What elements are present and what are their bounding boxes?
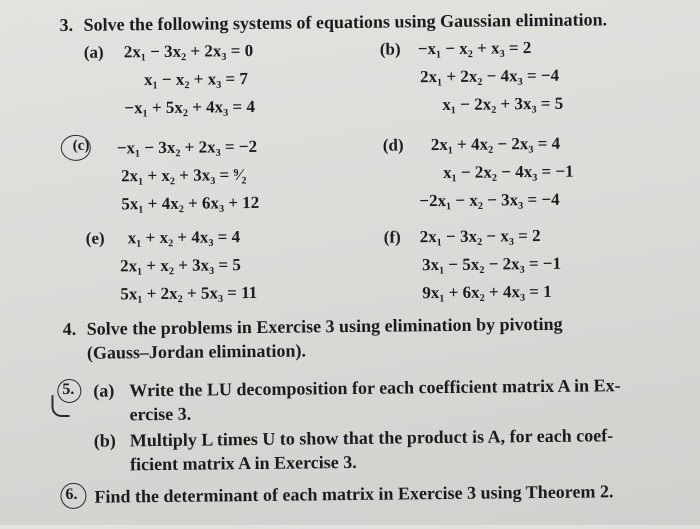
problem-5-number: 5. <box>62 380 75 399</box>
part-c-eq-2: 2x₁ + x₂ + 3x₃ = ⁹⁄₂ <box>120 165 247 186</box>
part-c-label: (c) <box>72 137 90 154</box>
part-b-eq-2: 2x₁ + 2x₂ − 4x₃ = −4 <box>419 65 560 87</box>
problem-5a-line-2: ercise 3. <box>129 403 192 425</box>
problem-6-text: Find the determinant of each matrix in Exercise 3 using Theorem 2. <box>94 481 614 507</box>
part-b-label: (b) <box>379 39 401 59</box>
part-c-eq-1: −x₁ − 3x₂ + 2x₃ = −2 <box>116 136 258 158</box>
part-e-eq-2: 2x₁ + x₂ + 3x₃ = 5 <box>119 255 241 276</box>
problem-5b-line-2: ficient matrix A in Exercise 3. <box>130 451 357 475</box>
problem-3-number: 3. <box>59 14 74 36</box>
part-a-eq-1: 2x₁ − 3x₂ + 2x₃ = 0 <box>123 41 254 62</box>
part-a-label: (a) <box>83 42 104 62</box>
part-e-label: (e) <box>85 228 105 248</box>
part-b-eq-3: x₁ − 2x₂ + 3x₃ = 5 <box>442 93 564 115</box>
part-d-eq-1: 2x₁ + 4x₂ − 2x₃ = 4 <box>430 133 561 155</box>
part-f-eq-2: 3x₁ − 5x₂ − 2x₃ = −1 <box>421 253 562 275</box>
problem-6-number: 6. <box>65 485 78 503</box>
part-f-eq-1: 2x₁ − 3x₂ − x₃ = 2 <box>419 226 541 247</box>
problem-4-number: 4. <box>62 318 77 340</box>
problem-5a-line-1: Write the LU decomposition for each coefficient matrix A in Ex- <box>129 375 621 401</box>
part-d-label: (d) <box>382 135 404 155</box>
part-e-eq-1: x₁ + x₂ + 4x₃ = 4 <box>127 227 241 248</box>
part-c-eq-3: 5x₁ + 4x₂ + 6x₃ + 12 <box>121 192 260 214</box>
part-f-eq-3: 9x₁ + 6x₂ + 4x₃ = 1 <box>422 281 552 303</box>
problem-4-line-1: Solve the problems in Exercise 3 using elimination by pivoting <box>86 313 563 339</box>
problem-5a-label: (a) <box>93 380 115 401</box>
part-a-eq-3: −x₁ + 5x₂ + 4x₃ = 4 <box>124 96 256 118</box>
part-d-eq-2: x₁ − 2x₂ − 4x₃ = −1 <box>442 161 574 183</box>
part-e-eq-3: 5x₁ + 2x₂ + 5x₃ = 11 <box>120 282 258 304</box>
part-a-eq-2: x₁ − x₂ + x₃ = 7 <box>143 69 249 90</box>
problem-5b-line-1: Multiply L times U to show that the product is A, for each coef- <box>129 425 614 451</box>
problem-5b-label: (b) <box>93 430 116 451</box>
part-b-eq-1: −x₁ − x₂ + x₃ = 2 <box>417 38 532 59</box>
part-d-eq-3: −2x₁ − x₂ − 3x₃ = −4 <box>419 189 560 211</box>
problem-4-line-2: (Gauss–Jordan elimination). <box>86 340 307 363</box>
part-f-label: (f) <box>383 227 401 247</box>
problem-3-title: Solve the following systems of equations using Gaussian elimination. <box>83 9 608 35</box>
